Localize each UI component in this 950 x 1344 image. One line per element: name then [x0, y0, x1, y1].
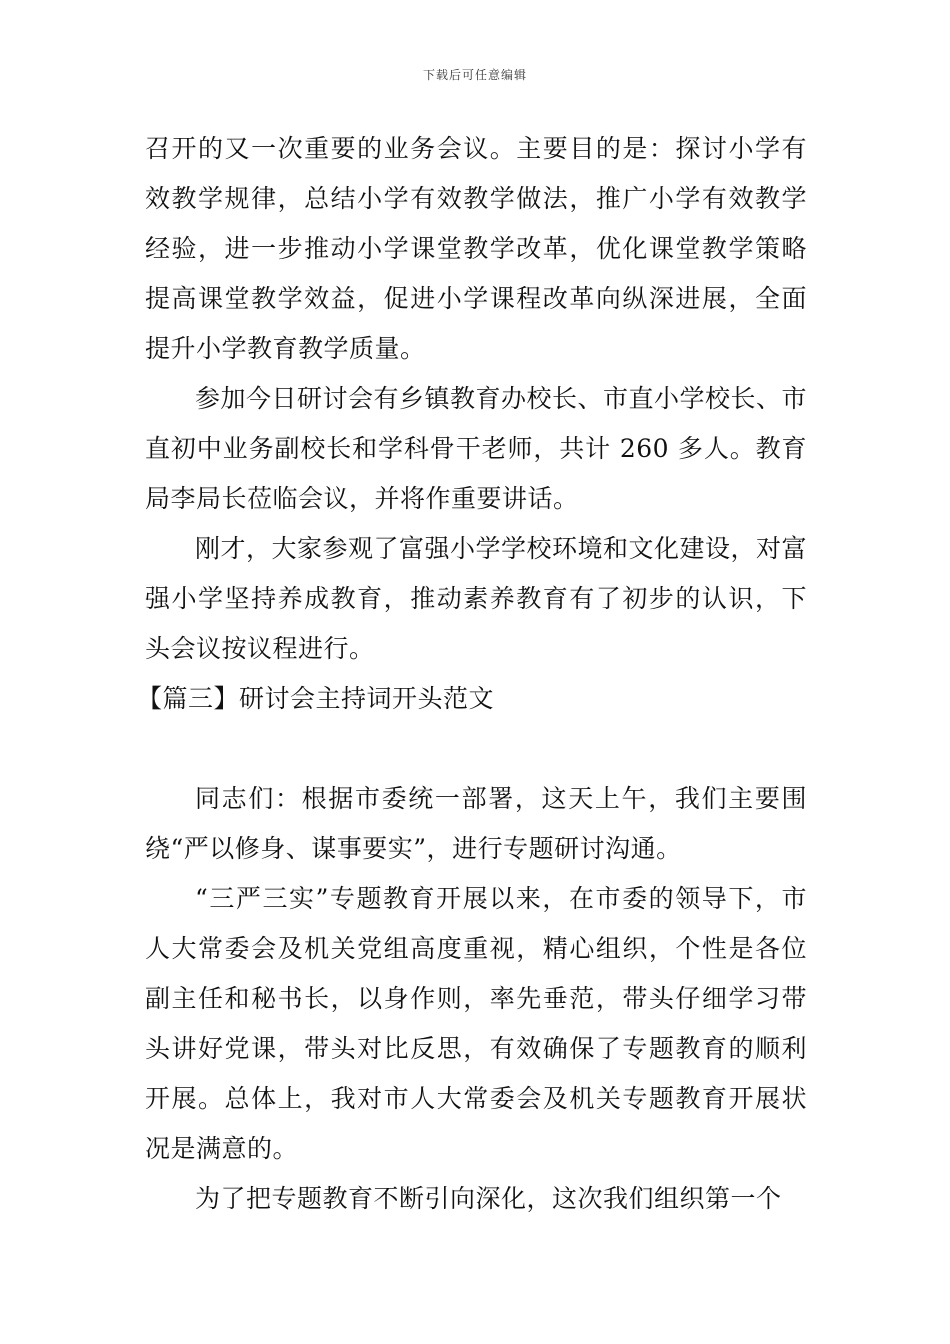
header-note: 下载后可任意编辑	[422, 68, 527, 82]
paragraph-1: 召开的又一次重要的业务会议。主要目的是：探讨小学有效教学规律，总结小学有效教学做法，推广小学有效教学经验，进一步推动小学课堂教学改革，优化课堂教学策略提高课堂教学效益，促进小学课程改革向纵深进展，全面提升小学教育教学质量。	[145, 134, 807, 363]
paragraph-6: 为了把专题教育不断引向深化，这次我们组织第一个	[195, 1184, 782, 1213]
section-heading: 【篇三】研讨会主持词开头范文	[137, 684, 495, 713]
blank-line	[145, 724, 807, 774]
paragraph-5: “三严三实”专题教育开展以来，在市委的领导下，市人大常委会及机关党组高度重视，精心组织，个性是各位副主任和秘书长，以身作则，率先垂范，带头仔细学习带头讲好党课，带头对比反思，有效确保了专题教育的顺利开展。总体上，我对市人大常委会及机关专题教育开展状况是满意的。	[145, 884, 807, 1163]
paragraph-2: 参加今日研讨会有乡镇教育办校长、市直小学校长、市直初中业务副校长和学科骨干老师，共计 260 多人。教育局李局长莅临会议，并将作重要讲话。	[145, 384, 808, 513]
paragraph-3: 刚才，大家参观了富强小学学校环境和文化建设，对富强小学坚持养成教育，推动素养教育有了初步的认识，下头会议按议程进行。	[145, 534, 808, 663]
document-body	[137, 124, 808, 1224]
paragraph-4: 同志们：根据市委统一部署，这天上午，我们主要围绕“严以修身、谋事要实”，进行专题研讨沟通。	[145, 784, 807, 863]
